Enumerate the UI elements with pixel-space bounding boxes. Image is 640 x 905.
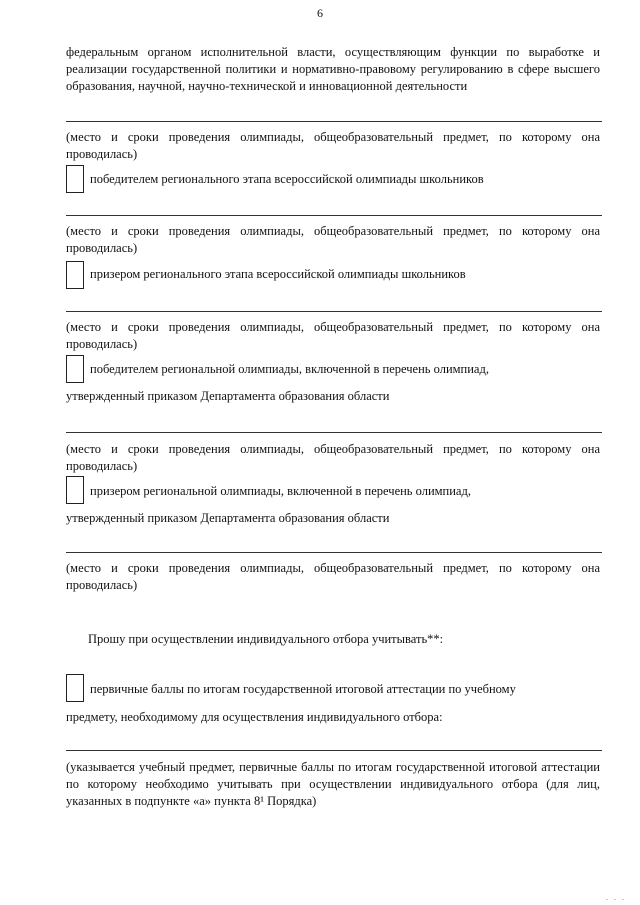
option-label-regional-stage-winner: победителем регионального этапа всероссийской олимпиады школьников (90, 172, 484, 186)
option-continuation-regional-olympiad-prizewinner: утвержденный приказом Департамента образования области (66, 511, 390, 525)
checkbox-regional-stage-prizewinner[interactable] (66, 261, 84, 289)
fill-line-4[interactable] (66, 432, 602, 433)
option-label-regional-olympiad-winner: победителем региональной олимпиады, включенной в перечень олимпиад, (90, 362, 489, 376)
option-continuation-regional-olympiad-winner: утвержденный приказом Департамента образования области (66, 389, 390, 403)
fill-line-subject-scores[interactable] (66, 750, 602, 751)
fill-line-3[interactable] (66, 311, 602, 312)
fill-line-5[interactable] (66, 552, 602, 553)
checkbox-regional-olympiad-prizewinner[interactable] (66, 476, 84, 504)
request-option-label: первичные баллы по итогам государственной итоговой аттестации по учебному (90, 682, 516, 696)
olympiad-note-3: (место и сроки проведения олимпиады, общеобразовательный предмет, по которому она проводилась) (66, 320, 600, 351)
checkbox-regional-stage-winner[interactable] (66, 165, 84, 193)
request-heading: Прошу при осуществлении индивидуального отбора учитывать**: (88, 632, 444, 646)
olympiad-note-1: (место и сроки проведения олимпиады, общеобразовательный предмет, по которому она проводилась) (66, 130, 600, 161)
option-label-regional-stage-prizewinner: призером регионального этапа всероссийской олимпиады школьников (90, 267, 466, 281)
fill-line-2[interactable] (66, 215, 602, 216)
request-option-continuation: предмету, необходимому для осуществления индивидуального отбора: (66, 710, 443, 724)
fill-line-1[interactable] (66, 121, 602, 122)
page-number: 6 (317, 6, 323, 20)
option-label-regional-olympiad-prizewinner: призером региональной олимпиады, включенной в перечень олимпиад, (90, 484, 471, 498)
footer-mark: . . . (606, 893, 626, 902)
request-note: (указывается учебный предмет, первичные баллы по итогам государственной итоговой аттестации по которому необходимо учитывать при осуществлении индивидуального отбора (для лиц, указанных в подпункте «а» пункта 8¹ Порядка) (66, 760, 600, 808)
olympiad-note-2: (место и сроки проведения олимпиады, общеобразовательный предмет, по которому она проводилась) (66, 224, 600, 255)
olympiad-note-5: (место и сроки проведения олимпиады, общеобразовательный предмет, по которому она проводилась) (66, 561, 600, 592)
checkbox-regional-olympiad-winner[interactable] (66, 355, 84, 383)
intro-paragraph: федеральным органом исполнительной власти, осуществляющим функции по выработке и реализации государственной политики и нормативно-правовому регулированию в сфере высшего образования, научной, научно-технической и инновационной деятельности (66, 45, 600, 93)
olympiad-note-4: (место и сроки проведения олимпиады, общеобразовательный предмет, по которому она проводилась) (66, 442, 600, 473)
checkbox-gia-primary-scores[interactable] (66, 674, 84, 702)
